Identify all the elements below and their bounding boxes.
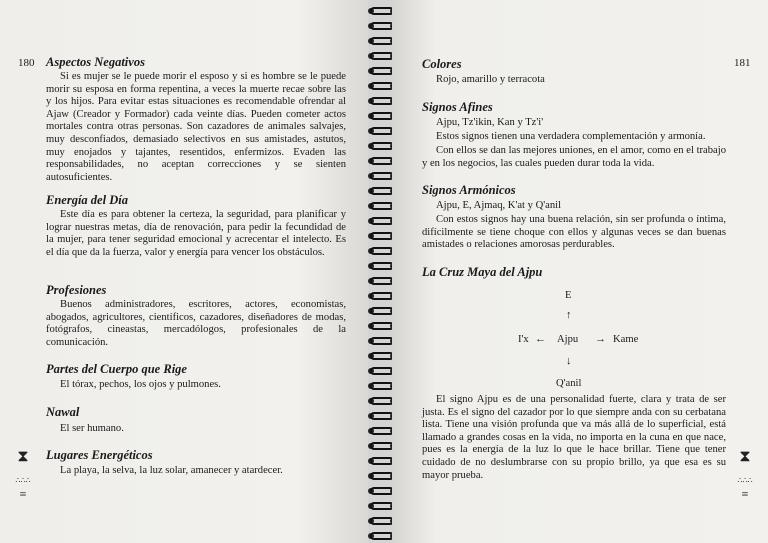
spiral-ring bbox=[370, 531, 394, 542]
cross-center: Ajpu bbox=[557, 334, 579, 345]
spiral-ring bbox=[370, 366, 394, 377]
paragraph-lugares-energeticos: La playa, la selva, la luz solar, amanecer y atardecer. bbox=[60, 465, 283, 476]
heading-signos-armonicos: Signos Armónicos bbox=[422, 183, 516, 197]
bar-mark: ≡ bbox=[19, 487, 27, 501]
spiral-ring bbox=[370, 486, 394, 497]
paragraph-signo-ajpu: El signo Ajpu es de una personalidad fuerte, clara y trata de ser justa. Es el signo del cazador por lo que siempre anda con su cerbatana lista. Tiene una visión profunda que va más allá de lo superficial, está llamado a grandes cosas en la vida, no importa en la cuna en que nace, pues es la energía de la luz lo que le hace brillar. Tiene que tener cuidado de no deslumbrarse con su propio brillo, ya que esa es su mayor prueba. bbox=[422, 394, 726, 481]
spiral-ring bbox=[370, 351, 394, 362]
spiral-ring bbox=[370, 261, 394, 272]
spiral-ring bbox=[370, 141, 394, 152]
paragraph-profesiones: Buenos administradores, escritores, actores, economistas, abogados, agricultores, científicos, cazadores, diseñadores de modas, fotógrafos, cineastas, mercadólogos, profesionales de la comunicación. bbox=[46, 299, 346, 348]
heading-energia-del-dia: Energía del Día bbox=[46, 193, 128, 207]
arrow-left-icon: ← bbox=[535, 333, 546, 345]
left-page bbox=[0, 0, 372, 543]
paragraph-signos-afines-1: Estos signos tienen una verdadera complementación y armonía. bbox=[436, 131, 706, 142]
spiral-ring bbox=[370, 321, 394, 332]
spiral-ring bbox=[370, 111, 394, 122]
spiral-ring bbox=[370, 36, 394, 47]
spiral-ring bbox=[370, 441, 394, 452]
spiral-ring bbox=[370, 126, 394, 137]
cross-bottom: Q'anil bbox=[556, 378, 582, 389]
paragraph-energia-del-dia: Este día es para obtener la certeza, la seguridad, para planificar y lograr nuestras metas, día de renovación, para pedir la fecundidad de la mujer, para tener seguridad emocional y acrecentar el intelecto. Es el día que da la fuerza, valor y energía para vencer los obstáculos. bbox=[46, 209, 346, 258]
spiral-ring bbox=[370, 66, 394, 77]
paragraph-aspectos-negativos: Si es mujer se le puede morir el esposo y si es hombre se le puede morir su esposa en forma repentina, a veces la muerte recae sobre las y los hijos. Para evitar estas situaciones es recomendable ofrendar al Ajaw (Creador y Formador) cada veinte días. Pueden cometer actos mortales contra otras personas. Son cazadores de animales salvajes, muy desconfiados, demasiado selectivos en sus amistades, astutos, muy enojados y tajantes, resentidos, enfermizos. Evaden las responsabilidades, no aceptan correcciones y se sienten autosuficientes. bbox=[46, 71, 346, 183]
paragraph-colores: Rojo, amarillo y terracota bbox=[436, 74, 545, 85]
spiral-ring bbox=[370, 186, 394, 197]
spiral-ring bbox=[370, 156, 394, 167]
heading-profesiones: Profesiones bbox=[46, 283, 107, 297]
spiral-ring bbox=[370, 516, 394, 527]
dots-mark: ∴∴∴ bbox=[737, 476, 753, 485]
cross-top: E bbox=[565, 290, 572, 301]
paragraph-partes-del-cuerpo: El tórax, pechos, los ojos y pulmones. bbox=[60, 379, 221, 390]
spiral-ring bbox=[370, 501, 394, 512]
arrow-right-icon: → bbox=[595, 333, 606, 345]
cross-left: I'x bbox=[518, 334, 529, 345]
dots-mark: ∴∴∴ bbox=[15, 476, 31, 485]
heading-nawal: Nawal bbox=[46, 405, 80, 419]
spiral-ring bbox=[370, 201, 394, 212]
page-number-left: 180 bbox=[18, 57, 35, 69]
arrow-down-icon: ↓ bbox=[566, 355, 572, 367]
spiral-ring bbox=[370, 336, 394, 347]
spiral-ring bbox=[370, 51, 394, 62]
spiral-ring bbox=[370, 411, 394, 422]
heading-cruz-maya: La Cruz Maya del Ajpu bbox=[422, 265, 543, 279]
heading-partes-del-cuerpo: Partes del Cuerpo que Rige bbox=[46, 362, 187, 376]
spiral-ring bbox=[370, 21, 394, 32]
spiral-ring bbox=[370, 381, 394, 392]
arrow-up-icon: ↑ bbox=[566, 309, 572, 321]
right-page bbox=[392, 0, 768, 543]
paragraph-signos-armonicos: Con estos signos hay una buena relación, sin ser profunda o íntima, difícilmente se tiene choque con ellos y algunas veces se dan buenas amistades o relaciones amorosas perdurables. bbox=[422, 214, 726, 251]
bar-mark: ≡ bbox=[741, 487, 749, 501]
cross-right: Kame bbox=[613, 334, 639, 345]
spiral-ring bbox=[370, 291, 394, 302]
paragraph-nawal: El ser humano. bbox=[60, 423, 124, 434]
spiral-ring bbox=[370, 231, 394, 242]
heading-colores: Colores bbox=[422, 57, 462, 71]
paragraph-signos-afines-list: Ajpu, Tz'ikin, Kan y Tz'i' bbox=[436, 117, 544, 128]
page-number-right: 181 bbox=[734, 57, 751, 69]
spiral-ring bbox=[370, 81, 394, 92]
spiral-ring bbox=[370, 96, 394, 107]
spiral-ring bbox=[370, 426, 394, 437]
heading-lugares-energeticos: Lugares Energéticos bbox=[46, 448, 153, 462]
spiral-ring bbox=[370, 171, 394, 182]
hourglass-icon: ⧗ bbox=[739, 448, 751, 465]
heading-signos-afines: Signos Afines bbox=[422, 100, 493, 114]
heading-aspectos-negativos: Aspectos Negativos bbox=[46, 55, 145, 69]
hourglass-icon: ⧗ bbox=[17, 448, 29, 465]
spiral-ring bbox=[370, 216, 394, 227]
spiral-ring bbox=[370, 246, 394, 257]
spiral-ring bbox=[370, 456, 394, 467]
paragraph-signos-afines-2: Con ellos se dan las mejores uniones, en el amor, como en el trabajo y en los negocios, las cuales pueden durar toda la vida. bbox=[422, 145, 726, 169]
spiral-ring bbox=[370, 306, 394, 317]
spiral-ring bbox=[370, 396, 394, 407]
spiral-ring bbox=[370, 276, 394, 287]
paragraph-signos-armonicos-list: Ajpu, E, Ajmaq, K'at y Q'anil bbox=[436, 200, 562, 211]
spiral-ring bbox=[370, 471, 394, 482]
spiral-ring bbox=[370, 6, 394, 17]
